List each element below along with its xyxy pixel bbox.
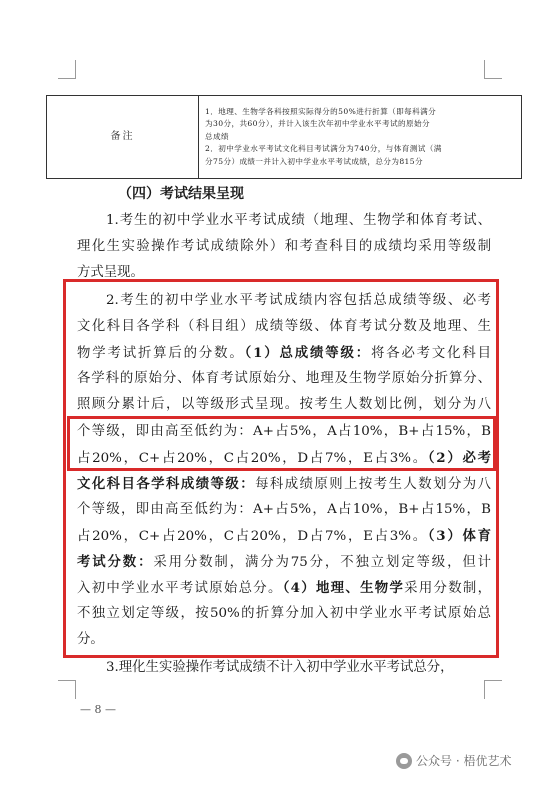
highlight-box-grades <box>67 416 496 471</box>
text-run: 每科成绩原则上按考生人数划分为八 <box>255 477 491 492</box>
note-label: 备注 <box>47 96 199 179</box>
watermark <box>396 752 511 769</box>
page-number: — 8 — <box>80 703 116 716</box>
section-heading: （四）考试结果呈现 <box>118 186 244 202</box>
bold-heading-pe-score: 考试分数： <box>77 554 154 570</box>
text-line: 1.考生的初中学业水平考试成绩（地理、生物学和体育考试、 <box>106 213 491 228</box>
text-line: 不独立划定等级，按50%的折算分加入初中学业水平考试原始总 <box>77 606 491 621</box>
bold-heading-subject-grade: 文化科目各学科成绩等级： <box>77 476 256 492</box>
text-line: 个等级，即由高至低约为：A+占5%，A占10%，B+占15%，B <box>77 424 491 439</box>
crop-mark-bottom-right-v <box>484 680 485 699</box>
text-line: 3.理化生实验操作考试成绩不计入初中学业水平考试总分， <box>106 660 454 675</box>
note-content <box>199 96 522 179</box>
note-line: 2．初中学业水平考试文化科目考试满分为740分，与体育测试（满 <box>205 144 442 154</box>
crop-mark-top-left-h <box>58 78 76 79</box>
text-run: 占20%，C+占20%，C占20%，D占7%，E占3%。 <box>77 451 428 466</box>
note-table <box>46 95 522 179</box>
watermark-text: 公众号 · 梧优艺术 <box>416 754 512 768</box>
text-line: 各学科的原始分、体育考试原始分、地理及生物学原始分折算分、 <box>77 371 491 386</box>
text-line: 文化科目各学科（科目组）成绩等级、体育考试分数及地理、生 <box>77 319 491 334</box>
text-line: 理化生实验操作考试成绩除外）和考查科目的成绩均采用等级制 <box>77 239 491 254</box>
text-line: 方式呈现。 <box>77 265 144 280</box>
text-run: 将各必考文化科目 <box>370 346 491 361</box>
crop-mark-bottom-left-h <box>58 680 76 681</box>
text-line: 照顾分累计后，以等级形式呈现。按考生人数划比例，划分为八 <box>77 397 491 412</box>
bold-heading-required: （2）必考 <box>427 450 491 466</box>
bold-heading-total-grade: （1）总成绩等级： <box>244 345 371 361</box>
note-line: 总成绩 <box>205 131 229 141</box>
text-line: 个等级，即由高至低约为：A+占5%，A占10%，B+占15%，B <box>77 502 491 517</box>
bold-heading-geo-bio: （4）地理、生物学 <box>282 580 405 596</box>
note-line: 为30分，共60分），并计入该生次年初中学业水平考试的原始分 <box>205 119 430 129</box>
crop-mark-bottom-right-h <box>484 680 502 681</box>
note-line: 分75分）成绩一并计入初中学业水平考试成绩，总分为815分 <box>205 156 424 166</box>
text-line: 分。 <box>77 632 104 647</box>
crop-mark-bottom-left-v <box>75 680 76 699</box>
text-run: 占20%，C+占20%，C占20%，D占7%，E占3%。 <box>77 529 428 544</box>
text-line: 2.考生的初中学业水平考试成绩内容包括总成绩等级、必考 <box>106 293 491 308</box>
wechat-icon <box>396 753 412 769</box>
text-run: 采用分数制， <box>404 581 491 596</box>
crop-mark-top-right-h <box>484 78 502 79</box>
text-run: 采用分数制，满分为75分，不独立划定等级，但计 <box>153 555 491 570</box>
text-run: 入初中学业水平考试原始总分。 <box>77 581 283 596</box>
bold-heading-pe: （3）体育 <box>427 528 491 544</box>
crop-mark-top-left-v <box>75 60 76 79</box>
text-run: 物学考试折算后的分数。 <box>77 346 245 361</box>
crop-mark-top-right-v <box>484 60 485 79</box>
note-line: 1．地理、生物学各科按照实际得分的50%进行折算（即每科满分 <box>205 106 437 116</box>
